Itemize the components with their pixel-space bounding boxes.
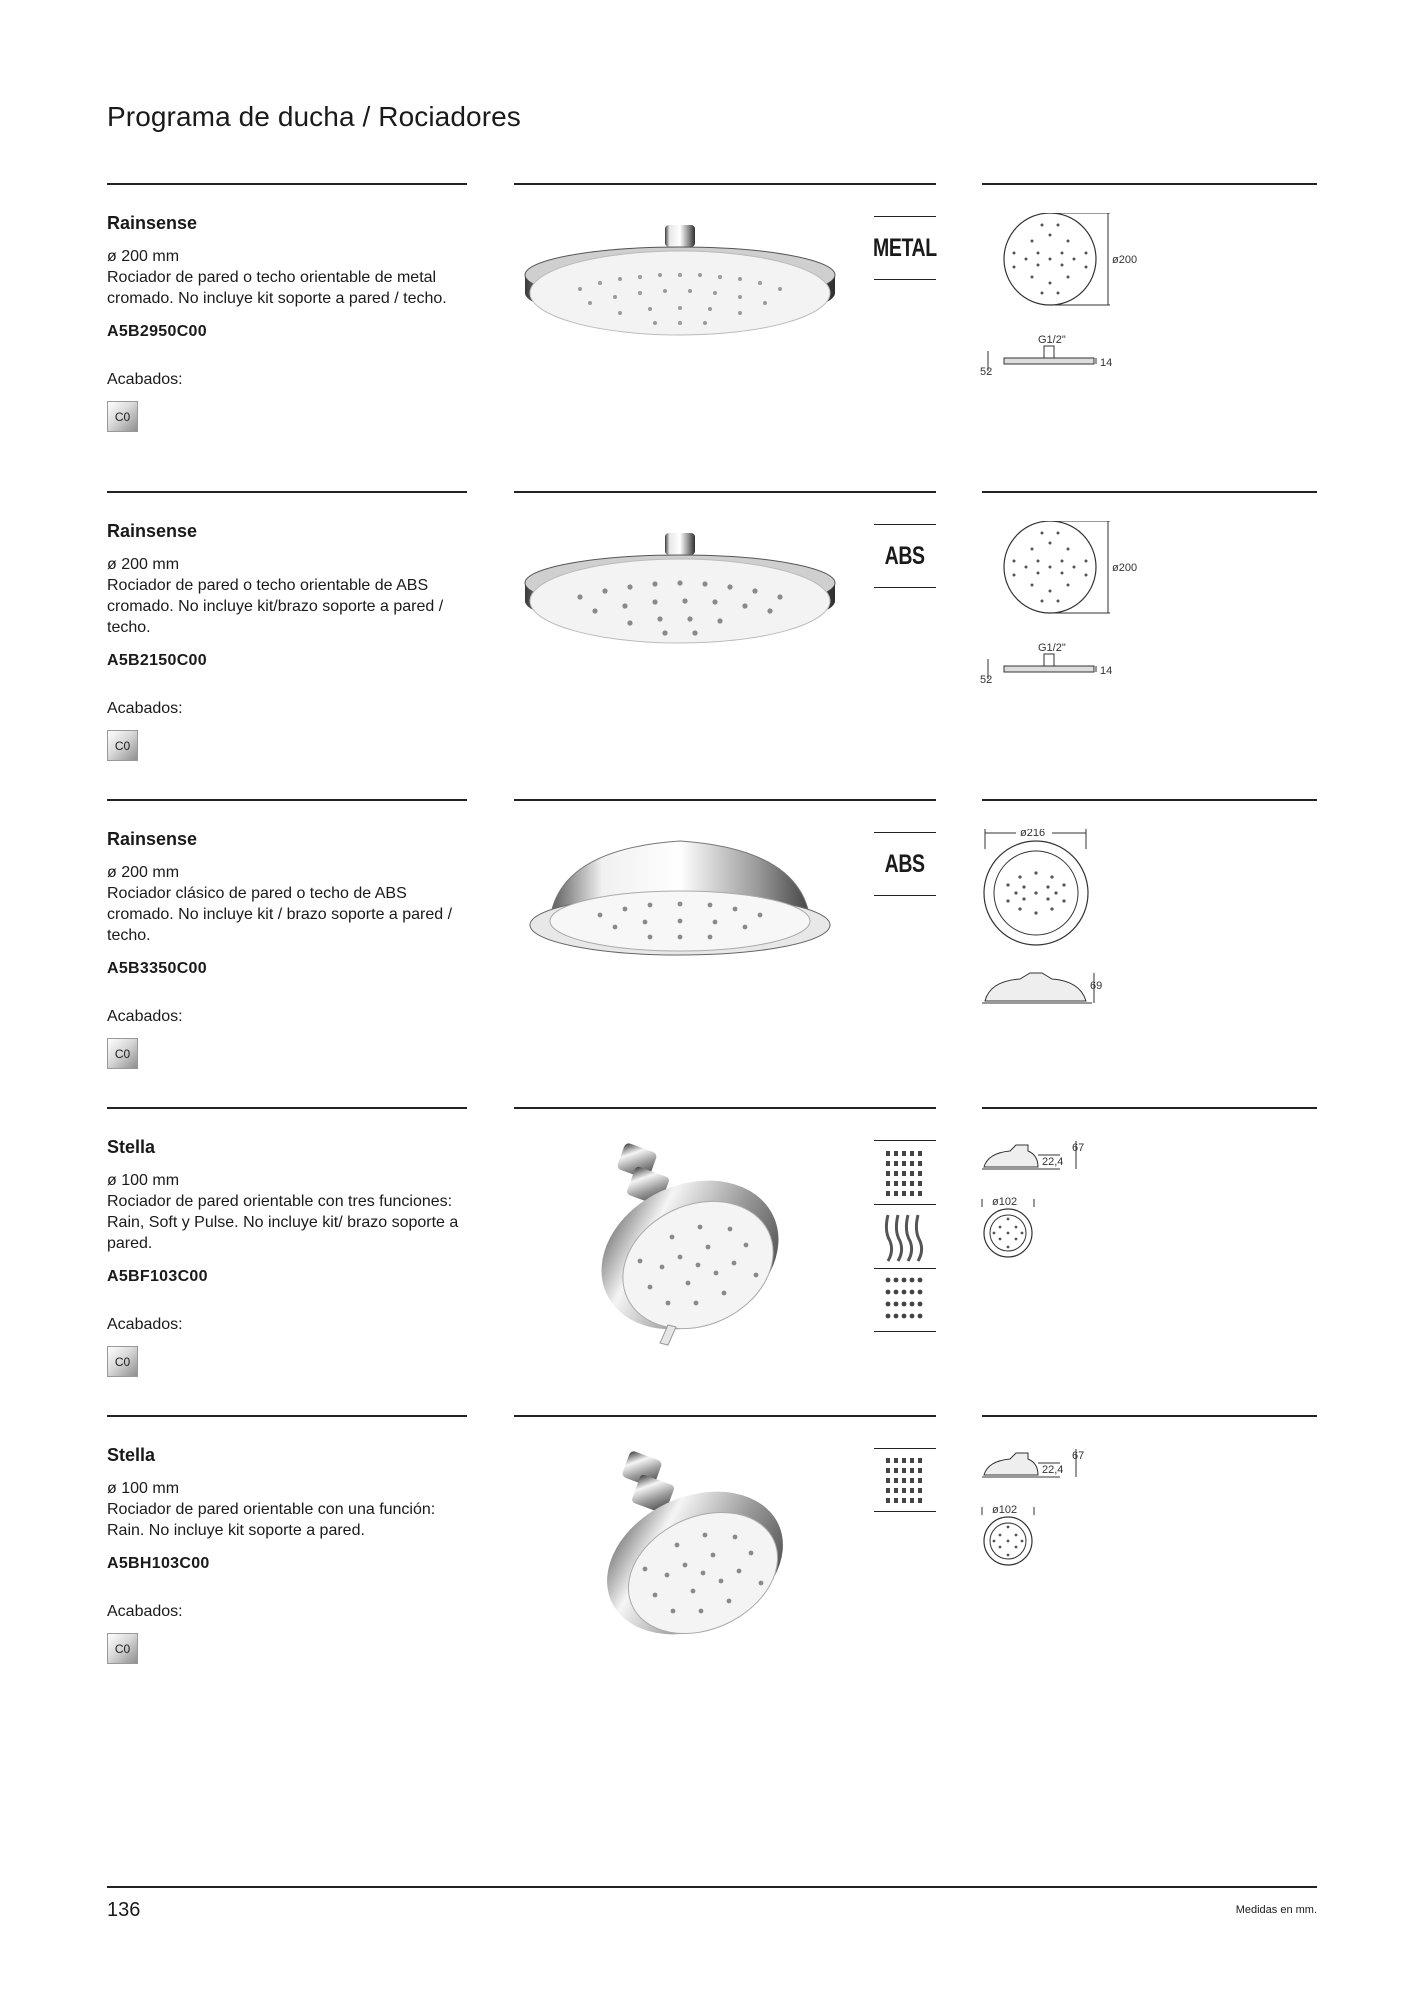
finish-swatch-chrome: C0 xyxy=(107,730,138,761)
divider xyxy=(107,491,467,493)
product-description: Rociador de pared o techo orientable de metal cromado. No incluye kit soporte a pared / techo. xyxy=(107,269,447,307)
product-name: Rainsense xyxy=(107,521,198,541)
dimension-diameter: ø216 xyxy=(1020,829,1046,839)
footer-divider xyxy=(107,1886,1317,1888)
finish-label: Acabados: xyxy=(107,1603,183,1620)
product-size: ø 100 mm xyxy=(107,1480,180,1497)
material-badge: METAL xyxy=(874,216,936,280)
product-code: A5BH103C00 xyxy=(107,1555,210,1572)
dimension-height: 14 xyxy=(1100,357,1113,369)
product-size: ø 100 mm xyxy=(107,1172,180,1189)
product-photo xyxy=(560,1137,800,1367)
product-info xyxy=(107,1137,477,1377)
product-name: Stella xyxy=(107,1137,156,1157)
spray-functions xyxy=(874,1448,936,1512)
spray-functions xyxy=(874,1140,936,1332)
product-name: Rainsense xyxy=(107,829,198,849)
technical-drawing xyxy=(980,213,1140,413)
finish-label: Acabados: xyxy=(107,1316,183,1333)
product-info xyxy=(107,213,477,432)
dimension-thread: G1/2" xyxy=(1038,642,1066,654)
divider xyxy=(982,491,1317,493)
finish-label: Acabados: xyxy=(107,700,183,717)
technical-drawing xyxy=(980,1137,1140,1337)
technical-drawing xyxy=(980,521,1140,721)
product-row-4 xyxy=(0,1107,1414,1415)
soft-spray-icon xyxy=(874,1204,936,1268)
technical-drawing xyxy=(980,1445,1140,1645)
divider xyxy=(514,1415,936,1417)
product-code: A5B3350C00 xyxy=(107,960,207,977)
dimension-height: 67 xyxy=(1072,1142,1085,1154)
product-info xyxy=(107,829,477,1069)
divider xyxy=(982,183,1317,185)
dimension-diameter: ø200 xyxy=(1112,254,1138,266)
divider xyxy=(982,1415,1317,1417)
finish-swatch-chrome: C0 xyxy=(107,1346,138,1377)
divider xyxy=(514,799,936,801)
divider xyxy=(107,1415,467,1417)
product-photo xyxy=(520,829,840,999)
dimension-width: 52 xyxy=(980,366,993,378)
product-name: Rainsense xyxy=(107,213,198,233)
product-size: ø 200 mm xyxy=(107,864,180,881)
product-size: ø 200 mm xyxy=(107,248,180,265)
dimension-thread: G1/2" xyxy=(1038,334,1066,346)
dimension-height: 14 xyxy=(1100,665,1113,677)
divider xyxy=(107,183,467,185)
pulse-spray-icon xyxy=(874,1268,936,1332)
product-name: Stella xyxy=(107,1445,156,1465)
dimension-height: 69 xyxy=(1090,980,1103,992)
divider xyxy=(982,799,1317,801)
product-code: A5B2950C00 xyxy=(107,323,207,340)
material-badge: ABS xyxy=(874,524,936,588)
product-row-1 xyxy=(0,183,1414,491)
page-title: Programa de ducha / Rociadores xyxy=(107,101,521,132)
product-info xyxy=(107,521,477,761)
dimension-width: 52 xyxy=(980,674,993,686)
dimension-depth: 22,4 xyxy=(1042,1464,1064,1476)
product-row-3 xyxy=(0,799,1414,1107)
product-photo xyxy=(565,1445,805,1645)
material-badge: ABS xyxy=(874,832,936,896)
finish-swatch-chrome: C0 xyxy=(107,1038,138,1069)
product-description: Rociador clásico de pared o techo de ABS cromado. No incluye kit / brazo soporte a pared / techo. xyxy=(107,885,453,944)
product-size: ø 200 mm xyxy=(107,556,180,573)
dimension-diameter: ø102 xyxy=(992,1504,1018,1516)
footer-note: Medidas en mm. xyxy=(1235,1904,1317,1916)
divider xyxy=(514,491,936,493)
product-photo xyxy=(520,213,840,383)
divider xyxy=(514,183,936,185)
dimension-depth: 22,4 xyxy=(1042,1156,1064,1168)
dimension-diameter: ø200 xyxy=(1112,562,1138,574)
product-code: A5B2150C00 xyxy=(107,652,207,669)
product-row-5 xyxy=(0,1415,1414,1723)
product-description: Rociador de pared orientable con una función: Rain. No incluye kit soporte a pared. xyxy=(107,1501,436,1539)
rain-spray-icon xyxy=(874,1140,936,1204)
page-number: 136 xyxy=(107,1899,141,1921)
technical-drawing xyxy=(980,829,1140,1029)
divider xyxy=(107,799,467,801)
finish-label: Acabados: xyxy=(107,371,183,388)
dimension-height: 67 xyxy=(1072,1450,1085,1462)
product-photo xyxy=(520,521,840,691)
finish-swatch-chrome: C0 xyxy=(107,1633,138,1664)
divider xyxy=(107,1107,467,1109)
divider xyxy=(982,1107,1317,1109)
product-row-2 xyxy=(0,491,1414,799)
divider xyxy=(514,1107,936,1109)
product-info xyxy=(107,1445,477,1664)
product-description: Rociador de pared orientable con tres funciones: Rain, Soft y Pulse. No incluye kit/ brazo soporte a pared. xyxy=(107,1193,459,1252)
product-description: Rociador de pared o techo orientable de ABS cromado. No incluye kit/brazo soporte a pared / techo. xyxy=(107,577,444,636)
finish-label: Acabados: xyxy=(107,1008,183,1025)
rain-spray-icon xyxy=(874,1448,936,1512)
product-code: A5BF103C00 xyxy=(107,1268,208,1285)
finish-swatch-chrome: C0 xyxy=(107,401,138,432)
dimension-diameter: ø102 xyxy=(992,1196,1018,1208)
